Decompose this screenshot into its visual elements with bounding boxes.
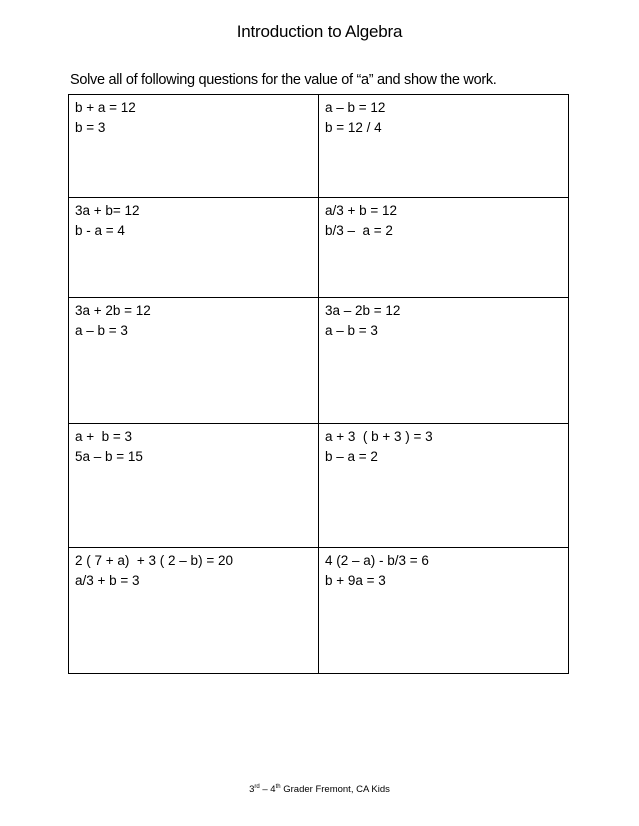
page-footer [0,784,639,795]
footer-dash: – [259,784,271,796]
problem-cell [69,424,319,548]
problem-row [69,298,569,424]
equation-line: b – a = 2 [325,449,378,464]
equation-line: b/3 – a = 2 [325,223,393,238]
equation-line: a – b = 3 [75,323,128,338]
problem-cell [69,548,319,674]
problem-cell [319,424,569,548]
problem-cell [319,548,569,674]
equation-line: b = 3 [75,120,106,135]
equation-line: 4 (2 – a) - b/3 = 6 [325,553,429,568]
problem-row [69,198,569,298]
instructions-text: Solve all of following questions for the value of “a” and show the work. [70,72,497,88]
problem-row [69,548,569,674]
equation-line: a/3 + b = 3 [75,573,140,588]
footer-grade-end-suffix: th [275,784,281,790]
equation-line: a – b = 12 [325,100,386,115]
problem-cell [319,298,569,424]
footer-grade-end: 4 [270,784,276,796]
footer-grade-start: 3 [249,784,255,796]
equation-line: 2 ( 7 + a) + 3 ( 2 – b) = 20 [75,553,233,568]
equation-line: 3a – 2b = 12 [325,303,401,318]
equation-line: b - a = 4 [75,223,125,238]
problem-table [68,94,569,674]
footer-grade-start-suffix: rd [254,784,260,790]
problem-cell [69,95,319,198]
problem-cell [319,95,569,198]
equation-line: a + 3 ( b + 3 ) = 3 [325,429,433,444]
footer-text: Grader Fremont, CA Kids [280,784,390,796]
page-title: Introduction to Algebra [236,22,403,41]
equation-line: a – b = 3 [325,323,378,338]
equation-line: 3a + 2b = 12 [75,303,151,318]
equation-line: 5a – b = 15 [75,449,143,464]
equation-line: b + a = 12 [75,100,136,115]
equation-line: a + b = 3 [75,429,133,444]
equation-line: b = 12 / 4 [325,120,382,135]
problem-cell [319,198,569,298]
problem-row [69,424,569,548]
equation-line: 3a + b= 12 [75,203,140,218]
equation-line: a/3 + b = 12 [325,203,398,218]
problem-cell [69,198,319,298]
problem-cell [69,298,319,424]
problem-row [69,95,569,198]
equation-line: b + 9a = 3 [325,573,386,588]
